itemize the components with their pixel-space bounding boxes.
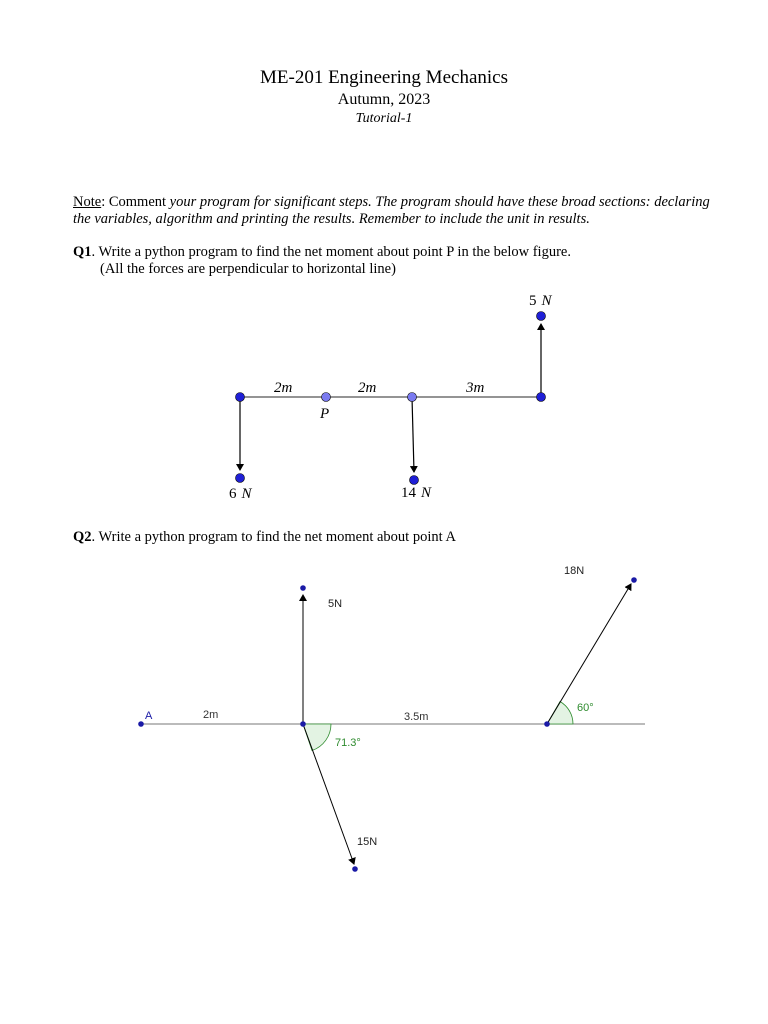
q2-force-up-label: 5N (328, 598, 343, 610)
q1-seg1-label: 2m (274, 380, 293, 396)
q1-point-p-label: P (320, 406, 330, 422)
q2-angle-arc-down (303, 724, 331, 751)
q2-seg1-label: 2m (203, 709, 219, 721)
q2-angle-arc-60 (547, 702, 573, 725)
q1-force-top-unit: N (541, 293, 552, 309)
note-text: your program for significant steps. The program should have these broad sections: declaring the variables, algorithm and printing the results. Remember to include the unit in results. (73, 194, 710, 227)
question-1-subtext: (All the forces are perpendicular to horizontal line) (100, 261, 396, 277)
q2-label: Q2 (73, 529, 92, 545)
q2-node-mid (300, 721, 306, 727)
q1-text: . Write a python program to find the net moment about point P in the below figure. (91, 244, 571, 260)
q1-force-left-unit: N (241, 486, 252, 502)
q2-node-angled-tip (631, 577, 637, 583)
q1-force-top-value: 5 (529, 293, 537, 309)
q2-text: . Write a python program to find the net moment about point A (91, 529, 456, 545)
q2-force-angled-label: 18N (564, 565, 585, 577)
q2-node-a (138, 721, 144, 727)
q1-label: Q1 (73, 244, 92, 260)
q2-angle-60-label: 60° (577, 702, 594, 714)
q2-node-down-tip (352, 866, 358, 872)
note-colon: : (101, 194, 106, 210)
term: Autumn, 2023 (337, 91, 431, 108)
page-title: ME-201 Engineering Mechanics (260, 67, 508, 88)
q2-node-up-tip (300, 585, 306, 591)
q1-seg2-label: 2m (358, 380, 377, 396)
q1-force-mid-unit: N (421, 485, 432, 501)
q2-node-right (544, 721, 550, 727)
q2-seg2-label: 3.5m (404, 711, 429, 723)
q1-force-left-value: 6 (229, 486, 237, 502)
q1-force-mid-value: 14 (401, 485, 416, 501)
q1-seg3-label: 3m (466, 380, 485, 396)
tutorial-label: Tutorial-1 (355, 111, 413, 126)
note-label: Note (73, 194, 102, 210)
note-lead: Comment (108, 194, 170, 210)
q2-point-a-label: A (145, 710, 153, 722)
q2-angle-down-label: 71.3° (335, 737, 361, 749)
q2-force-down-label: 15N (357, 836, 378, 848)
